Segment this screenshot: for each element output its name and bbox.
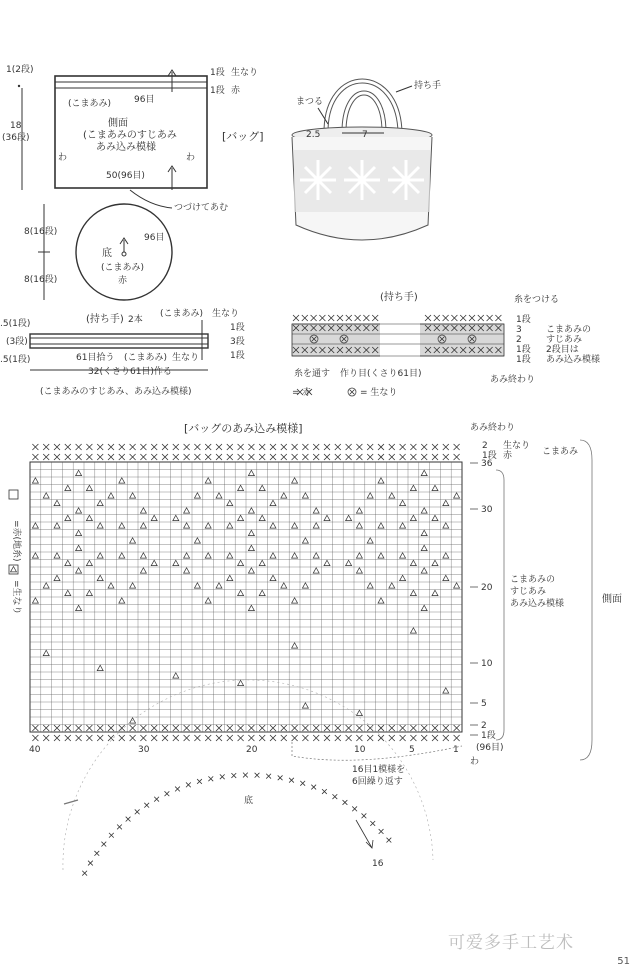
side-komaami: (こまあみ) (68, 99, 112, 109)
illustration-dim-a: 2.5 (306, 130, 321, 140)
main-row-label: 20 (481, 583, 493, 593)
illustration-handle: 持ち手 (414, 81, 442, 91)
side-title: 側面 (108, 118, 128, 129)
base-radius-bottom: 8(16段) (24, 275, 58, 285)
handle-strip-diagram (0, 307, 245, 397)
handle-komaami-top-color: 生なり (212, 309, 240, 319)
main-side-note-1: こまあみの (510, 575, 556, 585)
main-col-label: 30 (138, 745, 150, 755)
main-side-label: 側面 (602, 594, 622, 605)
main-top-stitch: こまあみ (542, 447, 579, 457)
handle-chart-legend-natural: = 生なり (360, 388, 398, 398)
page-number: 51 (617, 956, 630, 967)
handle-pattern-note: (こまあみのすじあみ、あみ込み模様) (40, 387, 192, 397)
watermark: 可爱多手工艺术 (448, 933, 574, 953)
handle-dim-mid: (3段) (6, 337, 28, 347)
base-count: 96目 (144, 233, 165, 243)
main-row-label: 10 (481, 659, 493, 669)
handle-chart-chain: 作り目(くさり61目) (340, 369, 422, 379)
main-base-label: 底 (244, 796, 254, 806)
base-label: 底 (102, 248, 112, 259)
handle-dim-top: .5(1段) (0, 319, 31, 329)
base-komaami: (こまあみ) (101, 263, 145, 273)
main-row-label: 2 (481, 721, 487, 731)
main-row-label: 30 (481, 505, 493, 515)
main-chart-title: [バッグのあみ込み模様] (184, 422, 303, 435)
side-row-1-color: 生なり (231, 68, 259, 78)
handle-chart-note-1: こまあみの (546, 325, 592, 335)
main-pattern-grid (9, 440, 592, 760)
side-row-1: 1段 (210, 68, 225, 78)
handle-pick-up: 61目拾う (76, 353, 115, 363)
side-panel-diagram (2, 64, 258, 213)
bag-illustration (292, 79, 441, 240)
handle-chart-legend-red: = 赤 (292, 388, 312, 398)
main-stitch-count: (96目) (476, 743, 504, 753)
side-pattern-2: あみ込み模様 (96, 142, 156, 153)
handle-chart-note-3: 2段目は (546, 345, 579, 355)
main-wa: わ (470, 757, 480, 767)
main-top-row-1: 1段 (482, 451, 497, 461)
handle-komaami-mid-color: 生なり (172, 353, 200, 363)
main-top-color-1: 生なり (503, 441, 531, 451)
handle-dim-bot: .5(1段) (0, 355, 31, 365)
handle-komaami-mid: (こまあみ) (124, 353, 168, 363)
main-col-label: 10 (354, 745, 366, 755)
handle-chart-thread: 糸を通す (294, 369, 331, 379)
main-side-note-3: あみ込み模様 (510, 599, 565, 609)
base-radius-top: 8(16段) (24, 227, 58, 237)
handle-chart-note-2: すじあみ (546, 335, 583, 345)
handle-chart-row-e: 1段 (516, 355, 531, 365)
main-base-count: 16 (372, 859, 384, 869)
main-end-note: あみ終わり (470, 423, 516, 433)
handle-chart-end: あみ終わり (490, 375, 536, 385)
side-top-count: 96目 (134, 95, 155, 105)
main-chart-labels (11, 421, 622, 869)
handle-chart-title: (持ち手) (380, 292, 418, 303)
side-wa-right: わ (186, 153, 196, 163)
handle-chart-note-4: あみ込み模様 (546, 355, 601, 365)
bag-label: [バッグ] (222, 130, 264, 143)
base-diagram (24, 204, 172, 300)
handle-chart-row-d: 1段 (516, 345, 531, 355)
main-repeat-2: 6回繰り返す (352, 777, 403, 787)
main-col-label: 40 (29, 745, 41, 755)
main-col-label: 20 (246, 745, 258, 755)
handle-length: 32(くさり61目)作る (88, 367, 172, 377)
handle-count: 2本 (128, 315, 143, 325)
main-top-color-2: 赤 (503, 451, 513, 461)
base-color: 赤 (118, 276, 128, 286)
handle-chart-row-a: 1段 (516, 315, 531, 325)
handle-chart-row-b: 3 (516, 325, 522, 335)
side-pattern-1: (こまあみのすじあみ (83, 130, 177, 141)
side-height: 18 (10, 121, 22, 131)
main-col-label: 1 (453, 745, 459, 755)
handle-row-3: 3段 (230, 337, 245, 347)
handle-stitch-chart (292, 290, 600, 398)
main-top-row-2: 2 (482, 441, 488, 451)
side-height-rows: (36段) (2, 133, 30, 143)
main-legend-natural: =生なり (11, 580, 21, 615)
illustration-matsuru: まつる (296, 97, 324, 107)
handle-chart-row-c: 2 (516, 335, 522, 345)
side-bottom-count: 50(96目) (106, 171, 145, 181)
side-top-margin: 1(2段) (6, 65, 34, 75)
main-side-note-2: すじあみ (510, 587, 547, 597)
main-col-label: 5 (409, 745, 415, 755)
main-row-label: 5 (481, 699, 487, 709)
main-repeat-1: 16目1模様を (352, 765, 406, 775)
main-row-label: 36 (481, 459, 493, 469)
handle-title: (持ち手) (86, 314, 124, 325)
main-row-label: 1段 (481, 731, 496, 741)
illustration-dim-b: 7 (362, 130, 368, 140)
side-wa-left: わ (58, 153, 68, 163)
side-row-2-color: 赤 (231, 86, 241, 96)
handle-komaami-top: (こまあみ) (160, 309, 204, 319)
main-legend-red: =赤(地糸) (11, 520, 21, 562)
side-join-note: つづけてあむ (174, 203, 229, 213)
handle-row-1b: 1段 (230, 351, 245, 361)
handle-chart-attach: 糸をつける (514, 295, 560, 305)
side-row-2: 1段 (210, 86, 225, 96)
handle-row-1: 1段 (230, 323, 245, 333)
